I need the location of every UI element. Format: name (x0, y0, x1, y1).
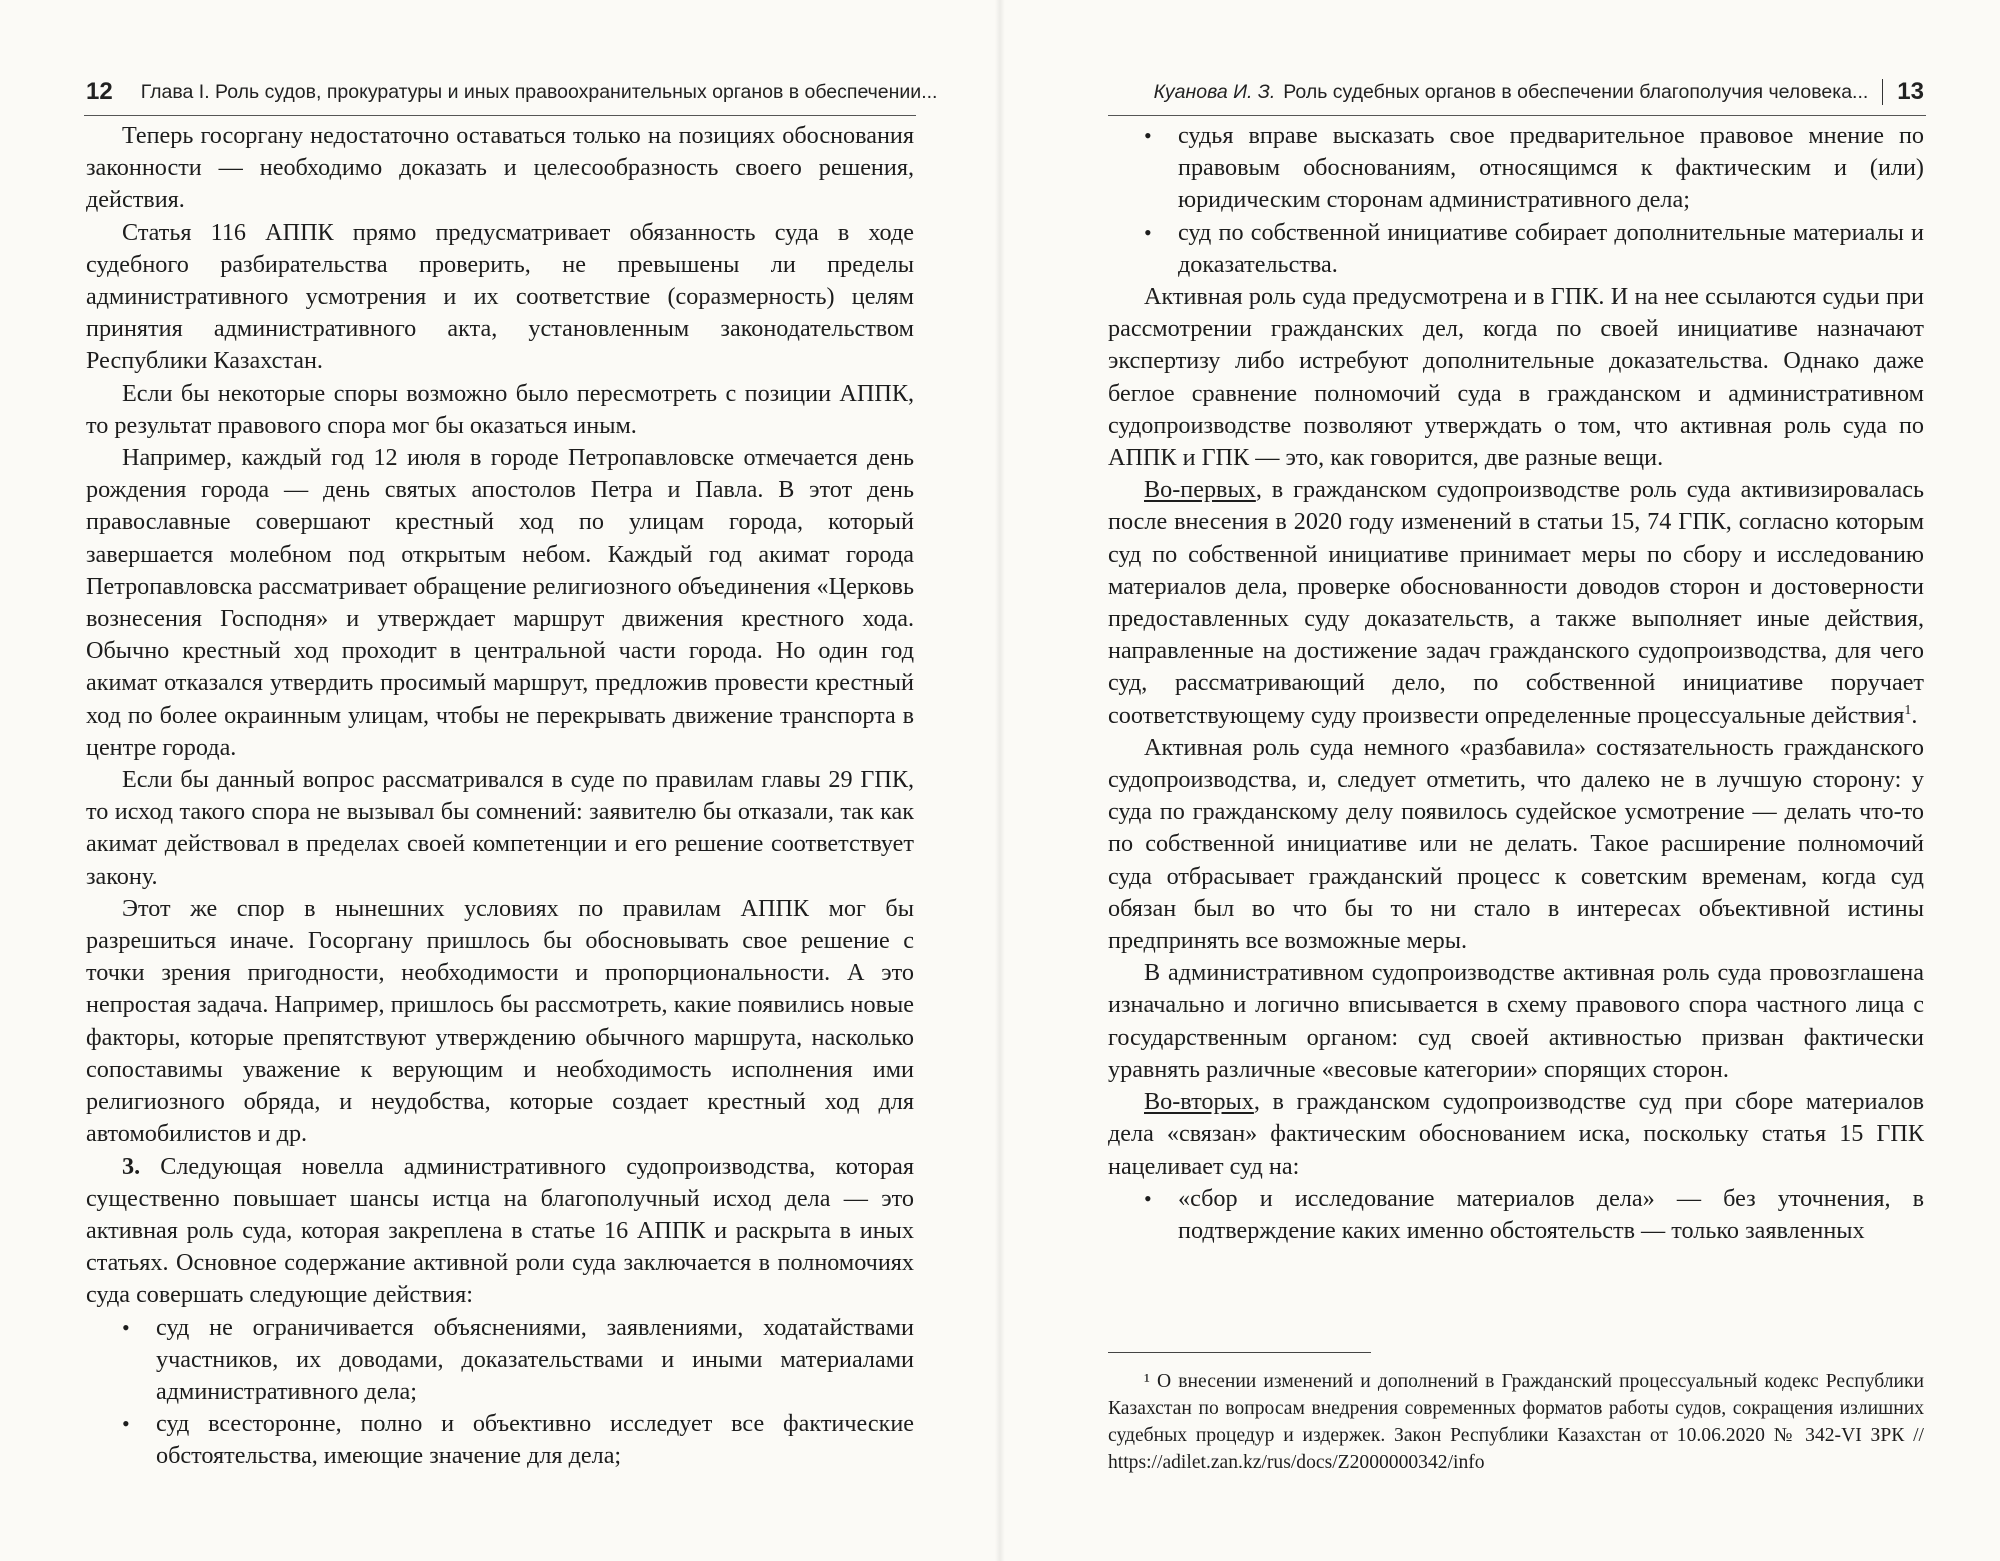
list-item-text: суд не ограничивается объяснениями, заявлениями, ходатайствами участников, их доводами, доказательствами и иными материалами административного дела; (156, 1313, 914, 1405)
list-item-text: суд по собственной инициативе собирает дополнительные материалы и доказательства. (1178, 218, 1924, 278)
point-3-text: Следующая новелла административного судопроизводства, которая существенно повышает шансы истца на благополучный исход дела — это активная роль суда, которая закреплена в статье 16 АППК и раскрыта в иных статьях. Основное содержание активной роли суда заключается в полномочиях суда совершать следующие действия: (86, 1152, 914, 1309)
point-number: 3. (122, 1152, 141, 1180)
right-running-author: Куанова И. З. (1153, 80, 1276, 103)
paragraph: Статья 116 АППК прямо предусматривает обязанность суда в ходе судебного разбирательства проверить, не превышены ли пределы административного усмотрения и их соответствие (соразмерность) целям принятия административного акта, установленным законодательством Республики Казахстан. (86, 218, 914, 375)
secondly-label: Во-вторых (1144, 1088, 1254, 1116)
bullet-icon: • (1144, 1185, 1152, 1211)
firstly-label: Во-первых (1144, 476, 1256, 504)
right-running-title: Роль судебных органов в обеспечении благополучия человека... (1283, 80, 1869, 103)
list-item (1108, 120, 1924, 217)
right-running-head (1108, 78, 1924, 106)
bullet-list (1108, 1183, 1924, 1247)
paragraph: Если бы данный вопрос рассматривался в суде по правилам главы 29 ГПК, то исход такого спора не вызывал бы сомнений: заявителю бы отказали, так как акимат действовал в пределах своей компетенции и его решение соответствует закону. (86, 766, 914, 890)
bullet-list (1108, 120, 1924, 281)
paragraph: Теперь госоргану недостаточно оставаться только на позициях обоснования законности — необходимо доказать и целесообразность своего решения, действия. (86, 122, 914, 214)
footnote (1108, 1368, 1924, 1476)
left-body-text (86, 120, 914, 1473)
list-item-text: «сбор и исследование материалов дела» — без уточнения, в подтверждение каких именно обстоятельств — только заявленных (1178, 1184, 1924, 1244)
list-item-text: суд всесторонне, полно и объективно исследует все фактические обстоятельства, имеющие значение для дела; (156, 1410, 914, 1470)
right-body-text (1108, 120, 1924, 1247)
list-item (86, 1312, 914, 1409)
paragraph: Если бы некоторые споры возможно было пересмотреть с позиции АППК, то результат правового спора мог бы оказаться иным. (86, 379, 914, 439)
list-item (86, 1408, 914, 1472)
secondly-paragraph (1108, 1086, 1924, 1183)
header-separator (1882, 79, 1883, 105)
list-item (1108, 1183, 1924, 1247)
bullet-icon: • (122, 1314, 130, 1340)
paragraph: Например, каждый год 12 июля в городе Петропавловске отмечается день рождения города — день святых апостолов Петра и Павла. В этот день православные совершают крестный ход по улицам города, который завершается молебном под открытым небом. Каждый год акимат города Петропавловска рассматривает обращение религиозного объединения «Церковь вознесения Господня» и утверждает маршрут движения крестного хода. Обычно крестный ход проходит в центральной части города. Но один год акимат отказался утвердить просимый маршрут, предложив провести крестный ход по более окраинным улицам, чтобы не перекрывать движение транспорта в центре города. (86, 444, 914, 761)
header-rule (84, 115, 916, 116)
paragraph: Активная роль суда немного «разбавила» состязательность гражданского судопроизводства, и, следует отметить, что далеко не в лучшую сторону: у суда по гражданскому делу появилось судейское усмотрение — делать что-то по собственной инициативе или не делать. Такое расширение полномочий суда отбрасывает гражданский процесс к советским временам, когда суд обязан был во что бы то ни стало в интересах объективной истины предпринять все возможные меры. (1108, 733, 1924, 955)
header-rule (1108, 115, 1926, 116)
paragraph: В административном судопроизводстве активная роль суда провозглашена изначально и логично вписывается в схему правового спора частного лица с государственным органом: суд своей активностью призван фактически уравнять различные «весовые категории» спорящих сторон. (1108, 959, 1924, 1083)
list-item-text: судья вправе высказать свое предварительное правовое мнение по правовым обоснованиям, относящимся к фактическим и (или) юридическим сторонам административного дела; (1178, 122, 1924, 214)
firstly-text: , в гражданском судопроизводстве роль суда активизировалась после внесения в 2020 году изменений в статьи 15, 74 ГПК, согласно которым суд по собственной инициативе принимает меры по сбору и исследованию материалов дела, проверке обоснованности доводов сторон и достоверности предоставленных суду доказательств, а также выполняет иные действия, направленные на достижение задач гражданского судопроизводства, для чего суд, рассматривающий дело, по собственной инициативе поручает соответствующему суду произвести определенные процессуальные действия (1108, 476, 1924, 729)
list-item (1108, 217, 1924, 281)
left-page-number: 12 (86, 78, 113, 105)
left-running-title: Глава I. Роль судов, прокуратуры и иных правоохранительных органов в обеспечении... (140, 80, 938, 103)
right-page (1000, 0, 2000, 1561)
point-3-paragraph (86, 1151, 914, 1312)
bullet-icon: • (1144, 123, 1152, 148)
firstly-paragraph: Во-первых, в гражданском судопроизводстве роль суда активизировалась после внесения в 2020 году изменений в статьи 15, 74 ГПК, согласно которым суд по собственной инициативе принимает меры по сбору и исследованию материалов дела, проверке обоснованности доводов сторон и достоверности предоставленных суду доказательств, а также выполняет иные действия, направленные на достижение задач гражданского судопроизводства, для чего суд, рассматривающий дело, по собственной инициативе поручает соответствующему суду произвести определенные процессуальные действия$^1$. (1108, 476, 1924, 729)
bullet-icon: • (122, 1411, 130, 1437)
bullet-icon: • (1144, 219, 1152, 245)
right-page-number: 13 (1897, 78, 1924, 105)
footnote-rule (1108, 1352, 1371, 1353)
paragraph: Этот же спор в нынешних условиях по правилам АППК мог бы разрешиться иначе. Госоргану пришлось бы обосновывать свое решение с точки зрения пригодности, необходимости и пропорциональности. А это непростая задача. Например, пришлось бы рассмотреть, какие появились новые факторы, которые препятствуют утверждению обычного маршрута, насколько сопоставимы уважение к верующим и необходимость исполнения ими религиозного обряда, и неудобства, которые создает крестный ход для автомобилистов и др. (86, 894, 914, 1148)
footnote-text: ¹ О внесении изменений и дополнений в Гражданский процессуальный кодекс Республики Казахстан по вопросам внедрения современных форматов работы судов, сокращения излишних судебных процедур и издержек. Закон Республики Казахстан от 10.06.2020 № 342-VI ЗРК // https://adilet.zan.kz/rus/docs/Z2000000342/info (1108, 1371, 1924, 1473)
bullet-list (86, 1312, 914, 1473)
paragraph: Активная роль суда предусмотрена и в ГПК. И на нее ссылаются судьи при рассмотрении гражданских дел, когда по своей инициативе назначают экспертизу либо истребуют дополнительные доказательства. Однако даже беглое сравнение полномочий суда в гражданском и административном судопроизводстве позволяют утверждать о том, что активная роль суда по АППК и ГПК — это, как говорится, две разные вещи. (1108, 283, 1924, 472)
footnote-reference[interactable]: 1 (1904, 702, 1912, 718)
left-running-head (86, 78, 938, 106)
secondly-text: , в гражданском судопроизводстве суд при сборе материалов дела «связан» фактическим обоснованием иска, поскольку статья 15 ГПК нацеливает суд на: (1108, 1088, 1924, 1180)
